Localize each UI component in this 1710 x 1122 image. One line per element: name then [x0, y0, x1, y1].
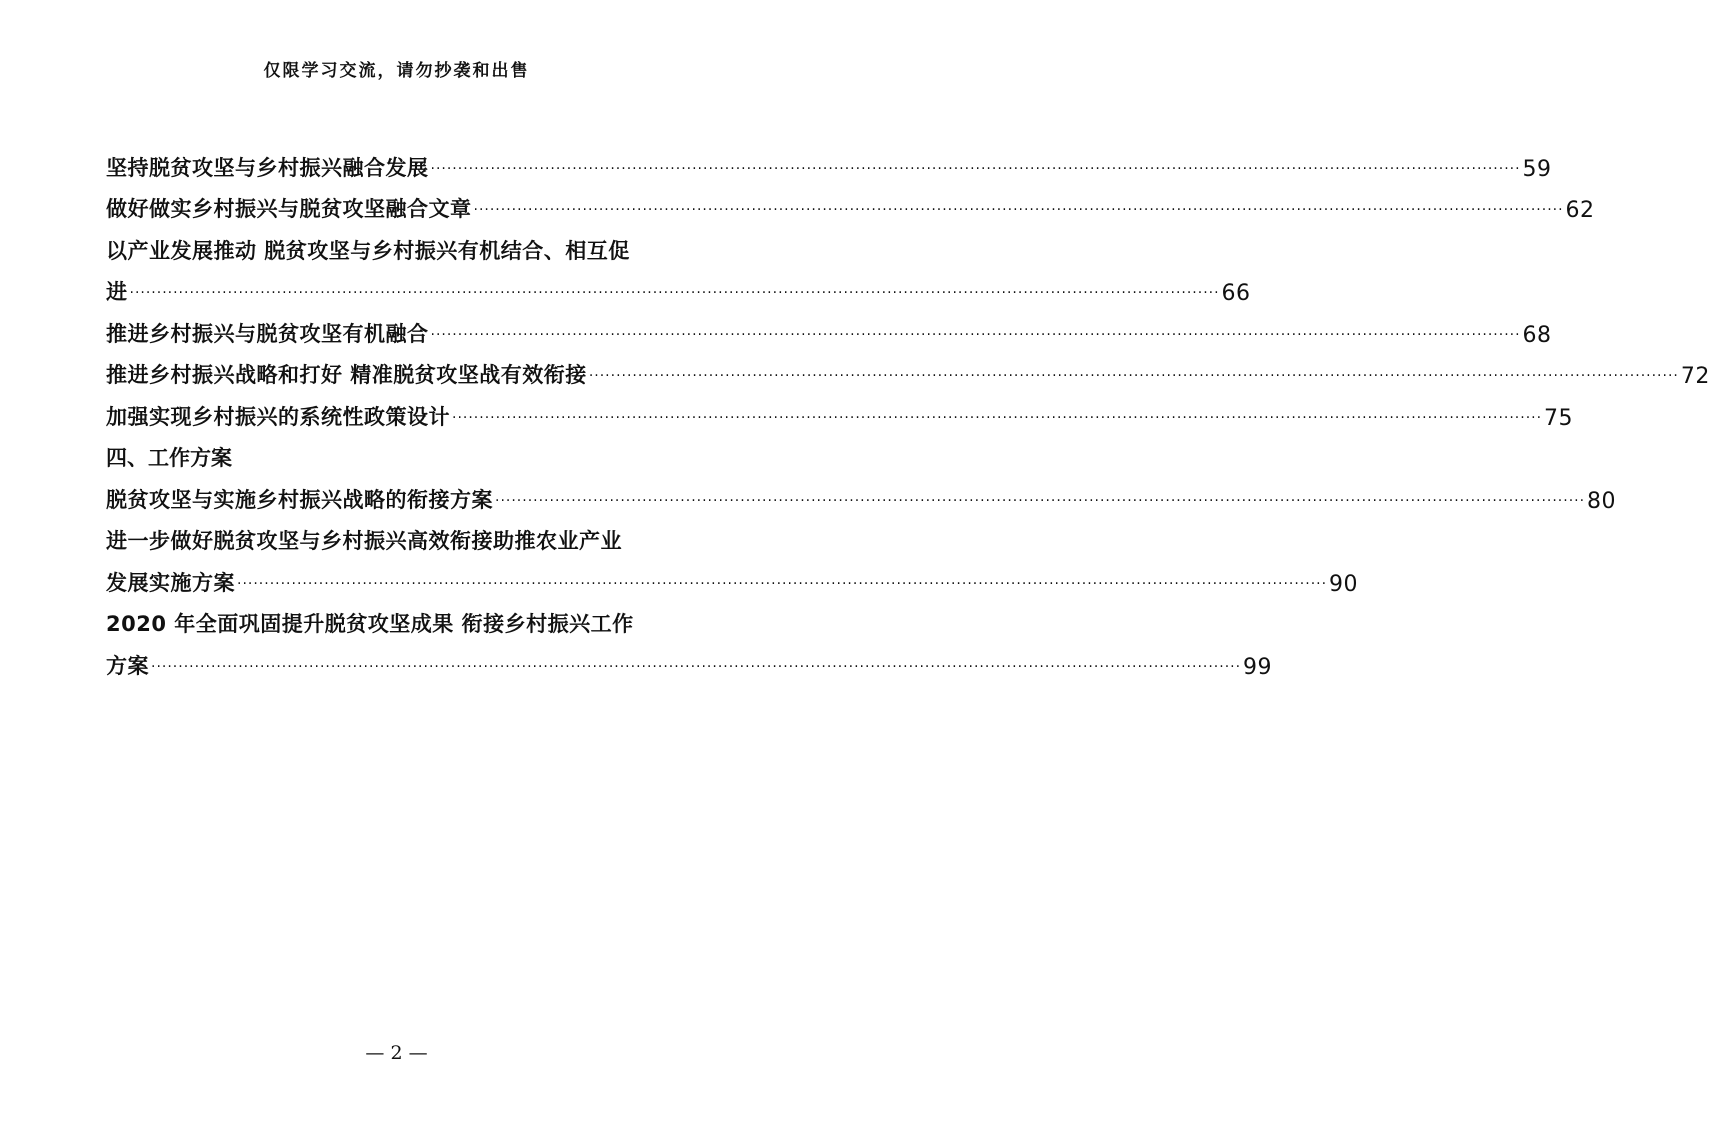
toc-entry-title: 加强实现乡村振兴的系统性政策设计 [106, 404, 450, 429]
toc-entry-title: 推进乡村振兴与脱贫攻坚有机融合 [106, 321, 429, 346]
toc-page-number: 62 [1565, 198, 1595, 223]
toc-leader-dots: ········································································································································································································ [588, 368, 1679, 384]
toc-entry-title: 进一步做好脱贫攻坚与乡村振兴高效衔接助推农业产业 [106, 529, 622, 553]
toc-leader-dots: ········································································································································································································ [473, 202, 1564, 218]
toc-entry-title: 2020 年全面巩固提升脱贫攻坚成果 衔接乡村振兴工作 [106, 612, 634, 636]
toc-entry-title: 方案 [106, 653, 149, 678]
toc-entry[interactable] [106, 597, 1273, 680]
toc-leader-dots: ········································································································································································································ [430, 160, 1521, 177]
toc-entry[interactable] [106, 223, 1251, 306]
table-of-contents [106, 140, 1710, 680]
toc-entry[interactable] [106, 306, 1552, 348]
page-header-notice: 仅限学习交流，请勿抄袭和出售 [263, 61, 530, 81]
toc-entry[interactable] [106, 472, 1617, 514]
toc-page-number: 66 [1221, 281, 1251, 306]
toc-entry[interactable] [106, 514, 1359, 597]
toc-entry-title: 推进乡村振兴战略和打好 精准脱贫攻坚战有效衔接 [106, 363, 587, 387]
toc-entry-title: 发展实施方案 [106, 570, 235, 595]
toc-entry-title: 脱贫攻坚与实施乡村振兴战略的衔接方案 [106, 487, 493, 512]
toc-page-number: 99 [1243, 654, 1273, 680]
toc-page-number: 59 [1522, 156, 1552, 182]
toc-page-number: 80 [1587, 488, 1617, 514]
toc-page-number: 75 [1544, 405, 1574, 431]
toc-entry-title: 做好做实乡村振兴与脱贫攻坚融合文章 [106, 197, 472, 221]
toc-entry[interactable] [106, 389, 1574, 431]
toc-entry[interactable] [106, 182, 1595, 224]
toc-leader-dots: ········································································································································································································ [129, 285, 1220, 301]
toc-page-number: 90 [1329, 571, 1359, 597]
toc-entry-title: 以产业发展推动 脱贫攻坚与乡村振兴有机结合、相互促 [106, 238, 630, 263]
toc-entry-title: 进 [106, 280, 128, 304]
page-number: — 2 — [365, 1042, 428, 1064]
toc-page-number: 72 [1680, 364, 1710, 389]
toc-entry[interactable] [106, 140, 1552, 182]
toc-leader-dots: ········································································································································································································ [430, 326, 1521, 343]
toc-leader-dots: ········································································································································································································ [151, 658, 1242, 675]
toc-leader-dots: ········································································································································································································ [495, 492, 1586, 509]
toc-entry-title: 坚持脱贫攻坚与乡村振兴融合发展 [106, 155, 429, 180]
toc-entry[interactable] [106, 348, 1710, 390]
toc-page-number: 68 [1522, 322, 1552, 348]
toc-leader-dots: ········································································································································································································ [237, 575, 1328, 592]
toc-section-heading: 四、工作方案 [106, 446, 232, 470]
toc-leader-dots: ········································································································································································································ [452, 409, 1543, 426]
